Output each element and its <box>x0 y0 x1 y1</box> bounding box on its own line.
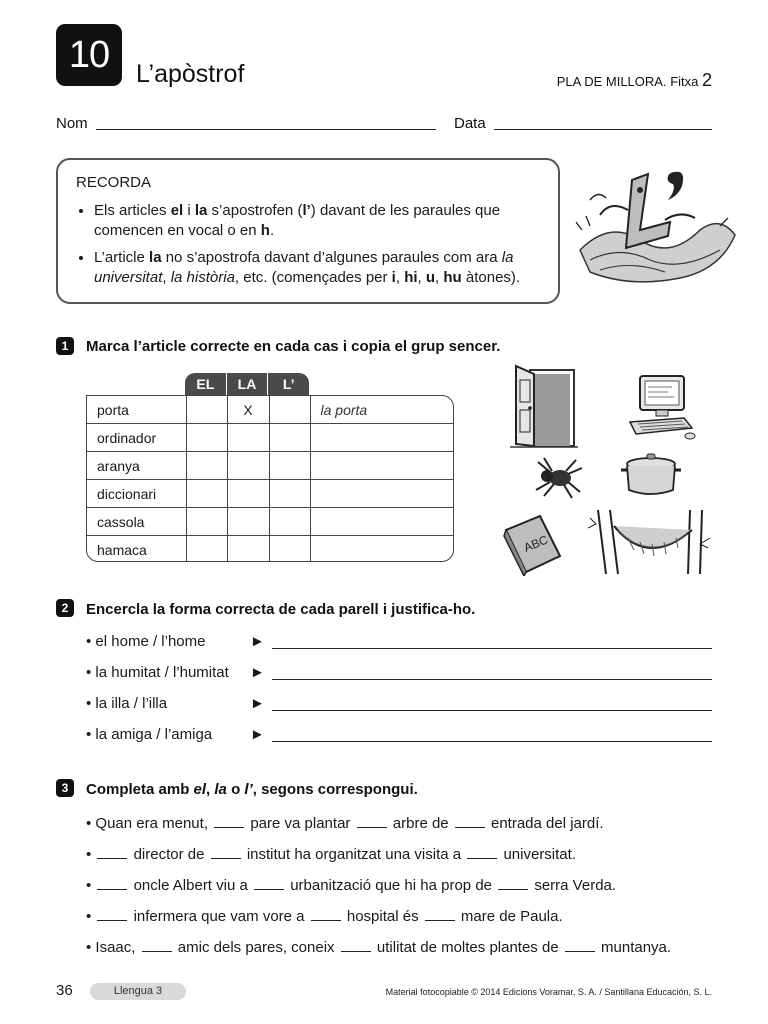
l-checkbox[interactable] <box>269 536 310 563</box>
table-row <box>87 536 453 563</box>
word-cell: cassola <box>87 508 186 536</box>
justification-field[interactable] <box>272 710 712 711</box>
blank-field[interactable] <box>97 875 127 890</box>
apostrophe-mascot-illustration <box>570 160 740 295</box>
page-number: 36 <box>56 982 73 999</box>
list-item: • la amiga / l’amiga <box>86 726 213 743</box>
arrow-icon: ► <box>250 664 265 681</box>
el-checkbox[interactable] <box>186 480 227 508</box>
sentence-line: • director de institut ha organitzat una visita a universitat. <box>86 846 576 863</box>
answer-field[interactable] <box>310 452 453 480</box>
justification-field[interactable] <box>272 679 712 680</box>
el-checkbox[interactable] <box>186 396 227 424</box>
el-checkbox[interactable] <box>186 508 227 536</box>
word-cell: hamaca <box>87 536 186 563</box>
name-label: Nom <box>56 115 88 132</box>
table-row <box>87 396 453 424</box>
blank-field[interactable] <box>498 875 528 890</box>
fitxa-number: 2 <box>701 70 712 90</box>
exercise-1-number: 1 <box>56 337 74 355</box>
recorda-rule-1: • Els articles el i la s’apostrofen (l’) davant de les paraules que comencen en vocal o en h. <box>94 201 540 241</box>
exercise-3-number: 3 <box>56 779 74 797</box>
exercise-2-question: Encercla la forma correcta de cada parell i justifica-ho. <box>86 601 476 618</box>
list-item: • el home / l’home <box>86 633 206 650</box>
answer-field[interactable] <box>310 536 453 563</box>
page-title: L’apòstrof <box>136 60 245 88</box>
la-checkbox[interactable] <box>227 508 269 536</box>
l-checkbox[interactable] <box>269 480 310 508</box>
sentence-line: • Isaac, amic dels pares, coneix utilitat de moltes plantes de muntanya. <box>86 939 672 956</box>
blank-field[interactable] <box>97 906 127 921</box>
column-l: L’ <box>267 373 309 395</box>
word-cell: aranya <box>87 452 186 480</box>
dictionary-book-icon <box>500 512 566 576</box>
recorda-box <box>56 158 560 304</box>
l-checkbox[interactable] <box>269 452 310 480</box>
table-row <box>87 424 453 452</box>
arrow-icon: ► <box>250 726 265 743</box>
table-row <box>87 452 453 480</box>
computer-icon <box>622 372 700 442</box>
book-label-pill: Llengua 3 <box>90 983 186 1000</box>
answer-field[interactable] <box>310 424 453 452</box>
blank-field[interactable] <box>357 813 387 828</box>
copyright-notice: Material fotocopiable © 2014 Edicions Voramar, S. A. / Santillana Educación, S. L. <box>385 987 712 997</box>
la-checkbox[interactable] <box>227 480 269 508</box>
word-cell: porta <box>87 396 186 424</box>
date-field[interactable] <box>494 129 712 130</box>
door-icon <box>508 362 580 450</box>
book-label: ABC <box>521 532 550 555</box>
exercise-3-question: Completa amb el, la o l’, segons correspongui. <box>86 781 418 798</box>
blank-field[interactable] <box>214 813 244 828</box>
date-label: Data <box>454 115 486 132</box>
blank-field[interactable] <box>254 875 284 890</box>
blank-field[interactable] <box>97 844 127 859</box>
blank-field[interactable] <box>425 906 455 921</box>
answer-field[interactable] <box>310 480 453 508</box>
l-checkbox[interactable] <box>269 424 310 452</box>
answer-field[interactable] <box>310 508 453 536</box>
blank-field[interactable] <box>142 937 172 952</box>
sentence-line: • Quan era menut, pare va plantar arbre de entrada del jardí. <box>86 815 604 832</box>
recorda-heading: RECORDA <box>76 174 152 191</box>
plan-text: PLA DE MILLORA. <box>556 74 667 89</box>
el-checkbox[interactable] <box>186 536 227 563</box>
sentence-line: • infermera que vam vore a hospital és mare de Paula. <box>86 908 563 925</box>
la-checkbox[interactable] <box>227 536 269 563</box>
name-field[interactable] <box>96 129 436 130</box>
blank-field[interactable] <box>467 844 497 859</box>
recorda-rule-2: • L’article la no s’apostrofa davant d’algunes paraules com ara la universitat, la història, etc. (començades per i, hi, u, hu àtones). <box>94 248 540 288</box>
justification-field[interactable] <box>272 741 712 742</box>
answer-field[interactable]: la porta <box>310 396 453 424</box>
la-checkbox[interactable]: X <box>227 396 269 424</box>
blank-field[interactable] <box>211 844 241 859</box>
exercise-1-question: Marca l’article correcte en cada cas i copia el grup sencer. <box>86 338 501 355</box>
justification-field[interactable] <box>272 648 712 649</box>
table-row <box>87 480 453 508</box>
blank-field[interactable] <box>341 937 371 952</box>
plan-label <box>557 70 712 91</box>
column-la: LA <box>226 373 268 395</box>
la-checkbox[interactable] <box>227 424 269 452</box>
blank-field[interactable] <box>311 906 341 921</box>
l-checkbox[interactable] <box>269 396 310 424</box>
word-cell: diccionari <box>87 480 186 508</box>
sentence-line: • oncle Albert viu a urbanització que hi ha prop de serra Verda. <box>86 877 617 894</box>
l-checkbox[interactable] <box>269 508 310 536</box>
blank-field[interactable] <box>455 813 485 828</box>
exercise-2-number: 2 <box>56 599 74 617</box>
table-row <box>87 508 453 536</box>
el-checkbox[interactable] <box>186 424 227 452</box>
word-cell: ordinador <box>87 424 186 452</box>
casserole-icon <box>618 450 684 500</box>
article-column-headers <box>185 373 309 395</box>
list-item: • la humitat / l’humitat <box>86 664 229 681</box>
list-item: • la illa / l’illa <box>86 695 168 712</box>
spider-icon <box>530 456 584 500</box>
arrow-icon: ► <box>250 695 265 712</box>
column-el: EL <box>196 376 215 392</box>
blank-field[interactable] <box>565 937 595 952</box>
article-table <box>86 395 454 562</box>
hammock-icon <box>588 508 714 576</box>
unit-number-badge: 10 <box>56 24 122 86</box>
el-checkbox[interactable] <box>186 452 227 480</box>
fitxa-text: Fitxa <box>670 74 699 89</box>
la-checkbox[interactable] <box>227 452 269 480</box>
arrow-icon: ► <box>250 633 265 650</box>
